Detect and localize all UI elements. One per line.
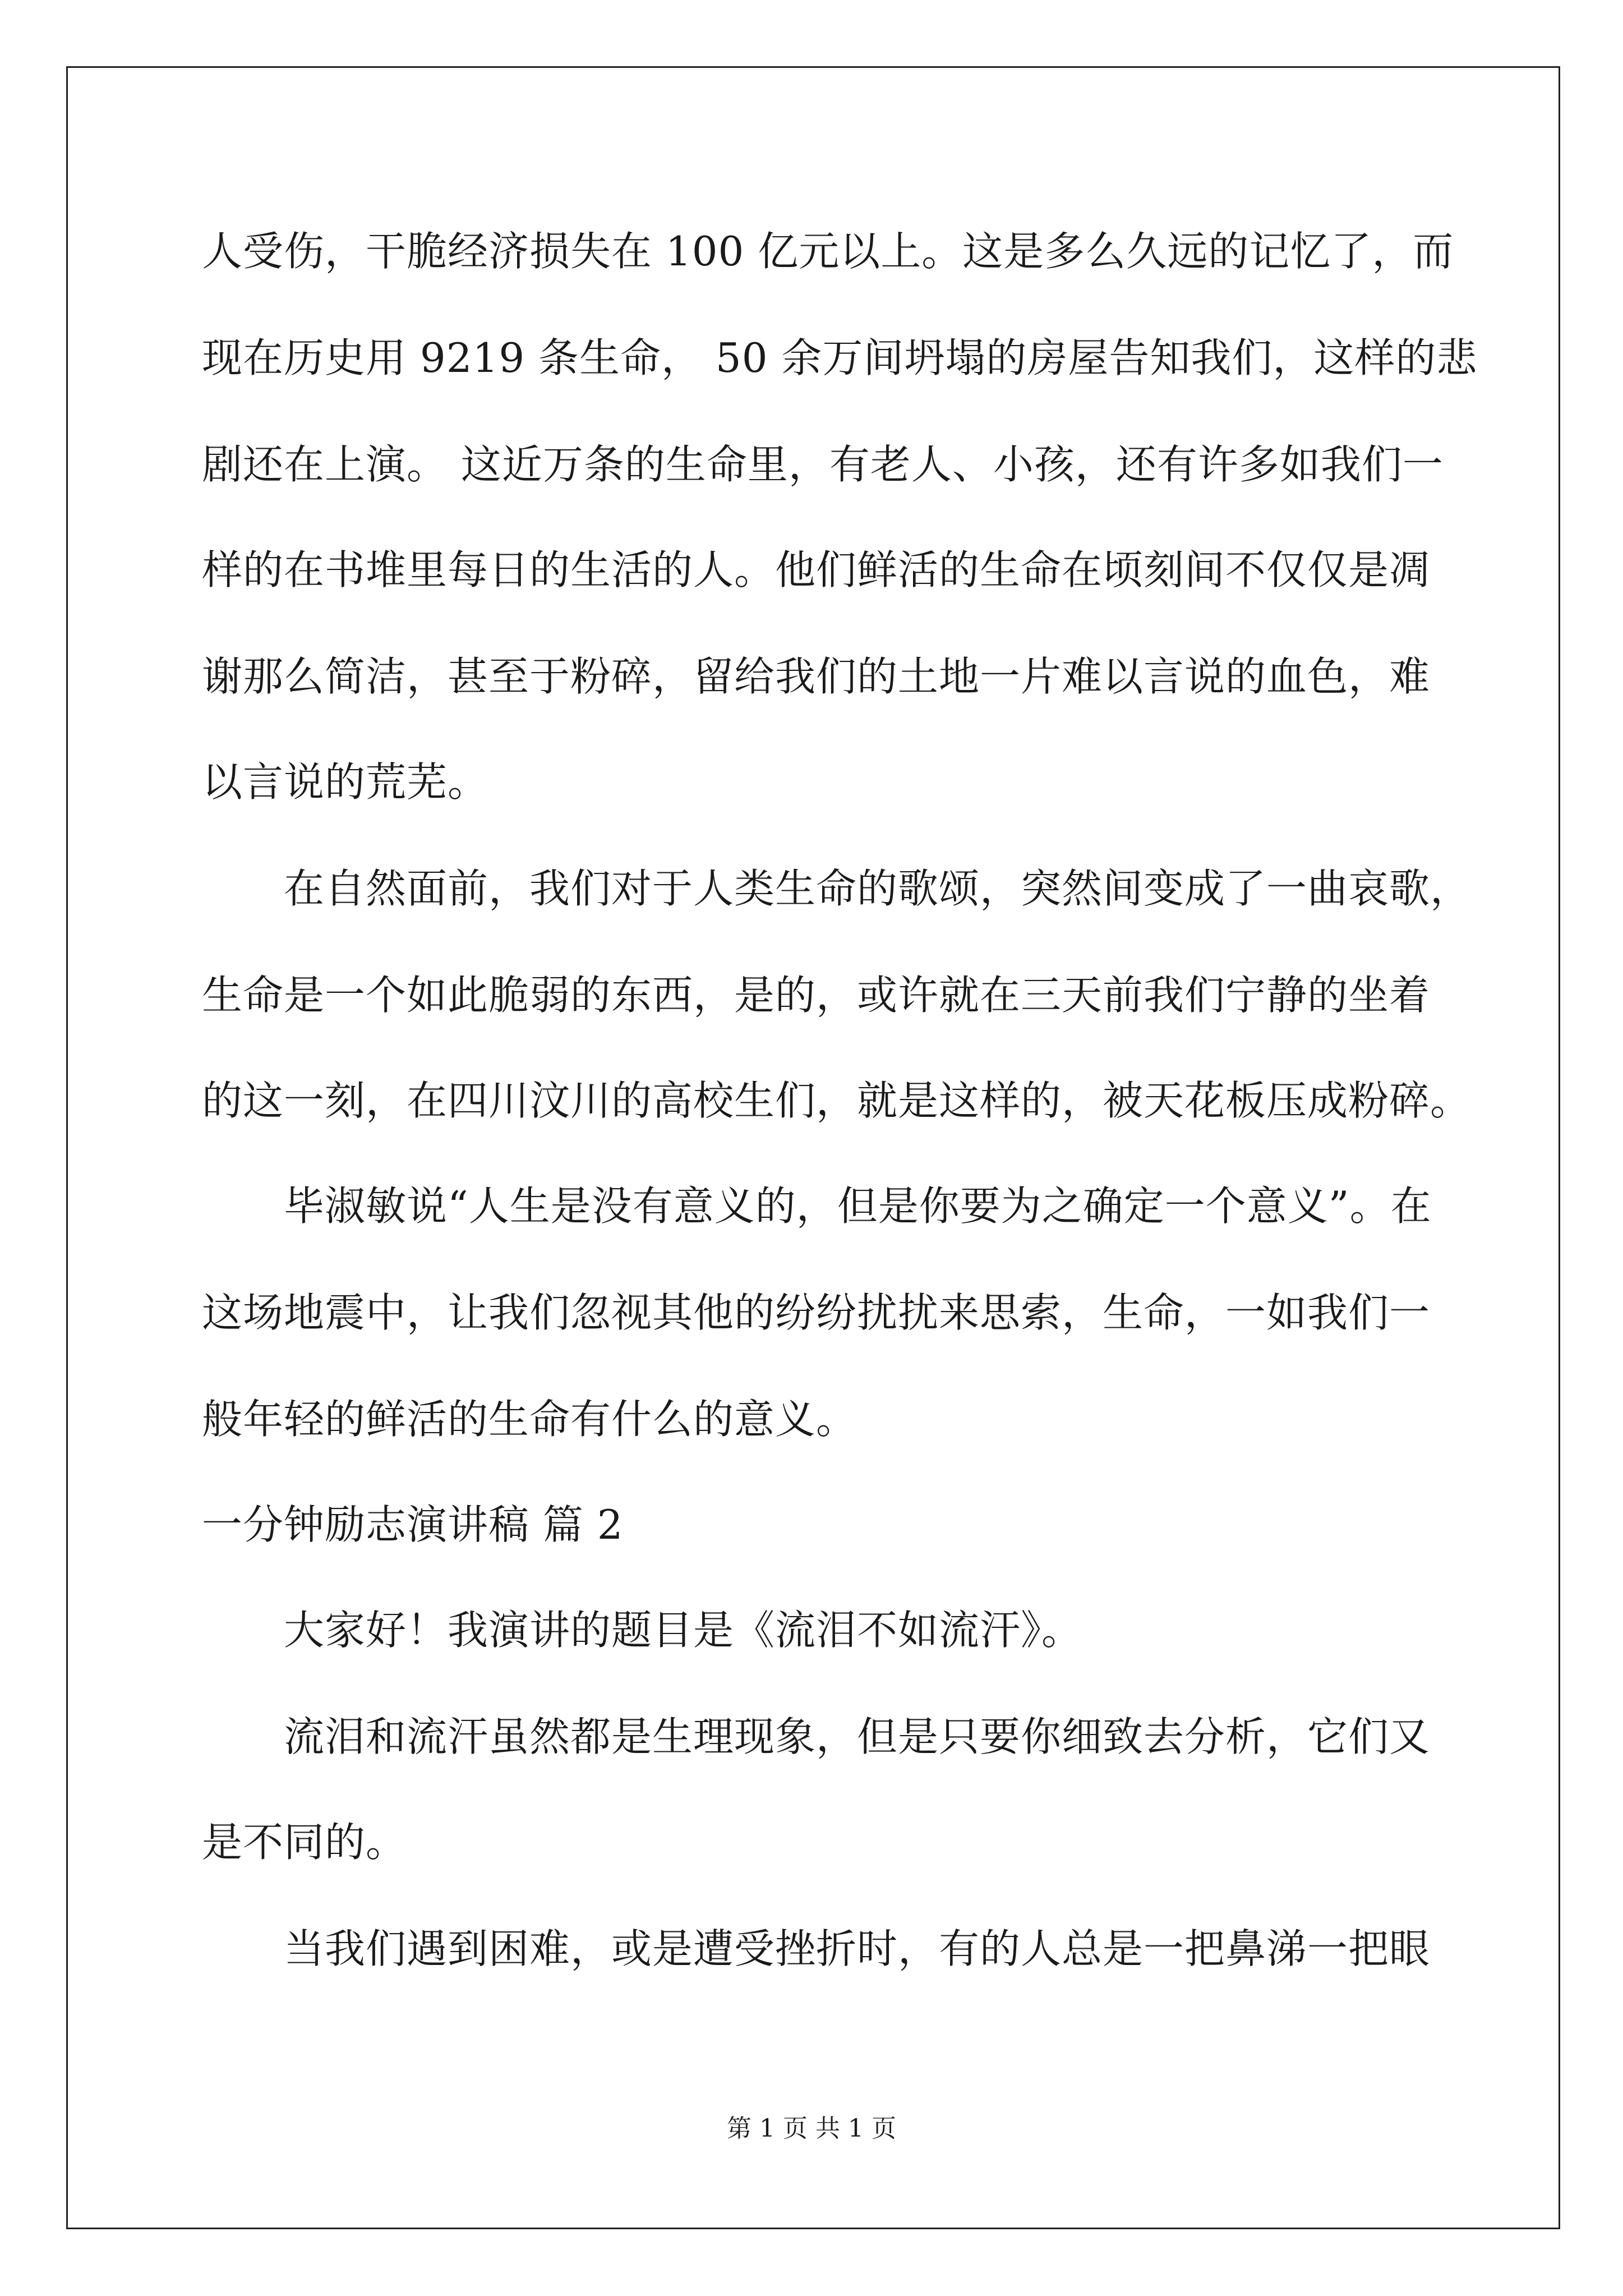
page-footer: 第 1 页 共 1 页 [727, 2114, 896, 2143]
text-line: 剧还在上演。 这近万条的生命里，有老人、小孩，还有许多如我们一 [202, 441, 1444, 488]
paragraph-line: 大家好！我演讲的题目是《流泪不如流汗》。 [284, 1607, 1083, 1654]
page-border [66, 66, 1560, 2229]
section-heading: 一分钟励志演讲稿 篇 2 [202, 1501, 624, 1548]
paragraph-line: 当我们遇到困难，或是遭受挫折时，有的人总是一把鼻涕一把眼 [284, 1925, 1431, 1972]
text-line: 样的在书堆里每日的生活的人。他们鲜活的生命在顷刻间不仅仅是凋 [202, 546, 1431, 593]
paragraph-line: 在自然面前，我们对于人类生命的歌颂，突然间变成了一曲哀歌， [284, 865, 1472, 912]
text-line: 是不同的。 [202, 1819, 407, 1866]
text-line: 现在历史用 9219 条生命， 50 余万间坍塌的房屋告知我们，这样的悲 [202, 334, 1478, 381]
text-line: 人受伤，干脆经济损失在 100 亿元以上。这是多么久远的记忆了，而 [202, 228, 1454, 275]
text-line: 般年轻的鲜活的生命有什么的意义。 [202, 1396, 857, 1443]
text-line: 的这一刻，在四川汶川的高校生们，就是这样的，被天花板压成粉碎。 [202, 1077, 1472, 1124]
paragraph-line: 流泪和流汗虽然都是生理现象，但是只要你细致去分析，它们又 [284, 1713, 1431, 1760]
text-line: 这场地震中，让我们忽视其他的纷纷扰扰来思索，生命，一如我们一 [202, 1289, 1431, 1336]
text-line: 以言说的荒芜。 [202, 758, 489, 806]
text-line: 谢那么简洁，甚至于粉碎，留给我们的土地一片难以言说的血色，难 [202, 653, 1431, 700]
text-line: 生命是一个如此脆弱的东西，是的，或许就在三天前我们宁静的坐着 [202, 972, 1431, 1019]
paragraph-line: 毕淑敏说“人生是没有意义的，但是你要为之确定一个意义”。在 [284, 1182, 1432, 1230]
